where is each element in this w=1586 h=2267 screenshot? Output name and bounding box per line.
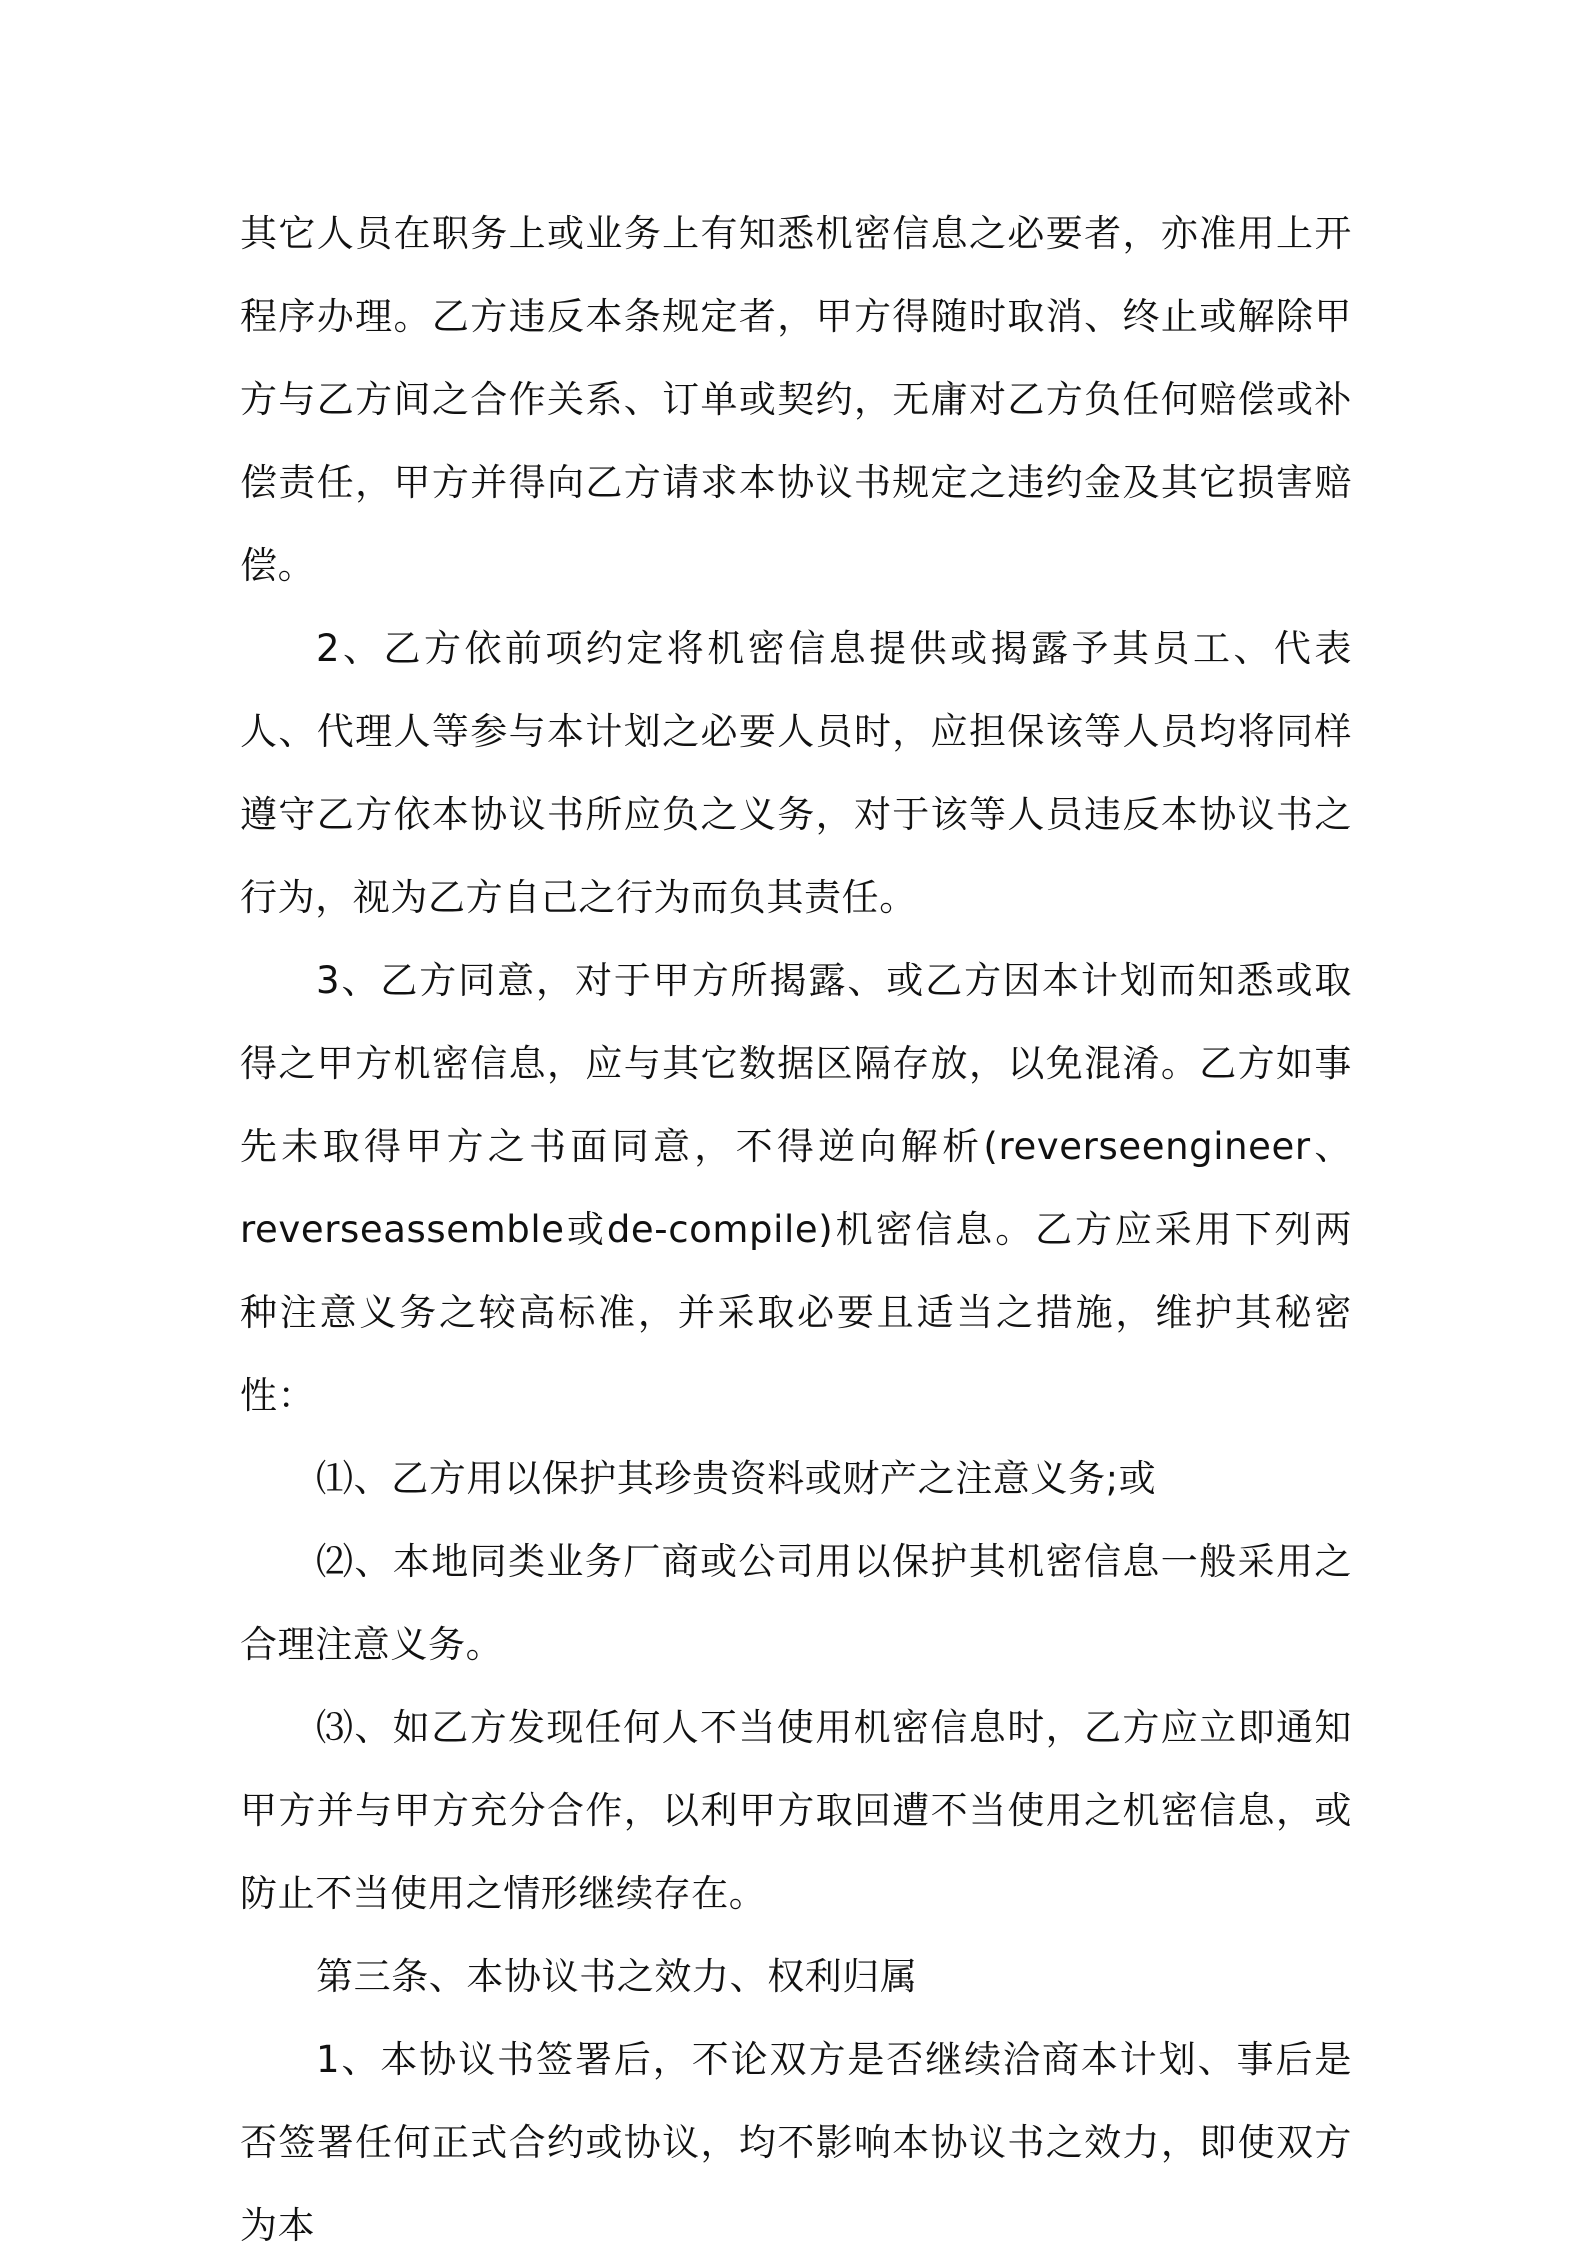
paragraph-sub-item-2: ⑵、本地同类业务厂商或公司用以保护其机密信息一般采用之合理注意义务。 xyxy=(240,1540,1352,1666)
document-body xyxy=(240,192,1352,2267)
paragraph-clause-2: 2、乙方依前项约定将机密信息提供或揭露予其员工、代表人、代理人等参与本计划之必要人员时，应担保该等人员均将同样遵守乙方依本协议书所应负之义务，对于该等人员违反本协议书之行为，视为乙方自己之行为而负其责任。 xyxy=(240,627,1352,919)
paragraph-article-3-clause-1: 1、本协议书签署后，不论双方是否继续洽商本计划、事后是否签署任何正式合约或协议，均不影响本协议书之效力，即使双方为本 xyxy=(240,2038,1352,2247)
paragraph-sub-item-1: ⑴、乙方用以保护其珍贵资料或财产之注意义务;或 xyxy=(316,1457,1157,1500)
section-heading-article-3: 第三条、本协议书之效力、权利归属 xyxy=(316,1955,918,1998)
paragraph-sub-item-3: ⑶、如乙方发现任何人不当使用机密信息时，乙方应立即通知甲方并与甲方充分合作，以利甲方取回遭不当使用之机密信息，或防止不当使用之情形继续存在。 xyxy=(240,1706,1352,1915)
paragraph-clause-3: 3、乙方同意，对于甲方所揭露、或乙方因本计划而知悉或取得之甲方机密信息，应与其它数据区隔存放，以免混淆。乙方如事先未取得甲方之书面同意，不得逆向解析(reverseengineer、reverseassemble或de-compile)机密信息。乙方应采用下列两种注意义务之较高标准，并采取必要且适当之措施，维护其秘密性： xyxy=(240,959,1352,1417)
paragraph-continuation: 其它人员在职务上或业务上有知悉机密信息之必要者，亦准用上开程序办理。乙方违反本条规定者，甲方得随时取消、终止或解除甲方与乙方间之合作关系、订单或契约，无庸对乙方负任何赔偿或补偿责任，甲方并得向乙方请求本协议书规定之违约金及其它损害赔偿。 xyxy=(240,212,1352,587)
